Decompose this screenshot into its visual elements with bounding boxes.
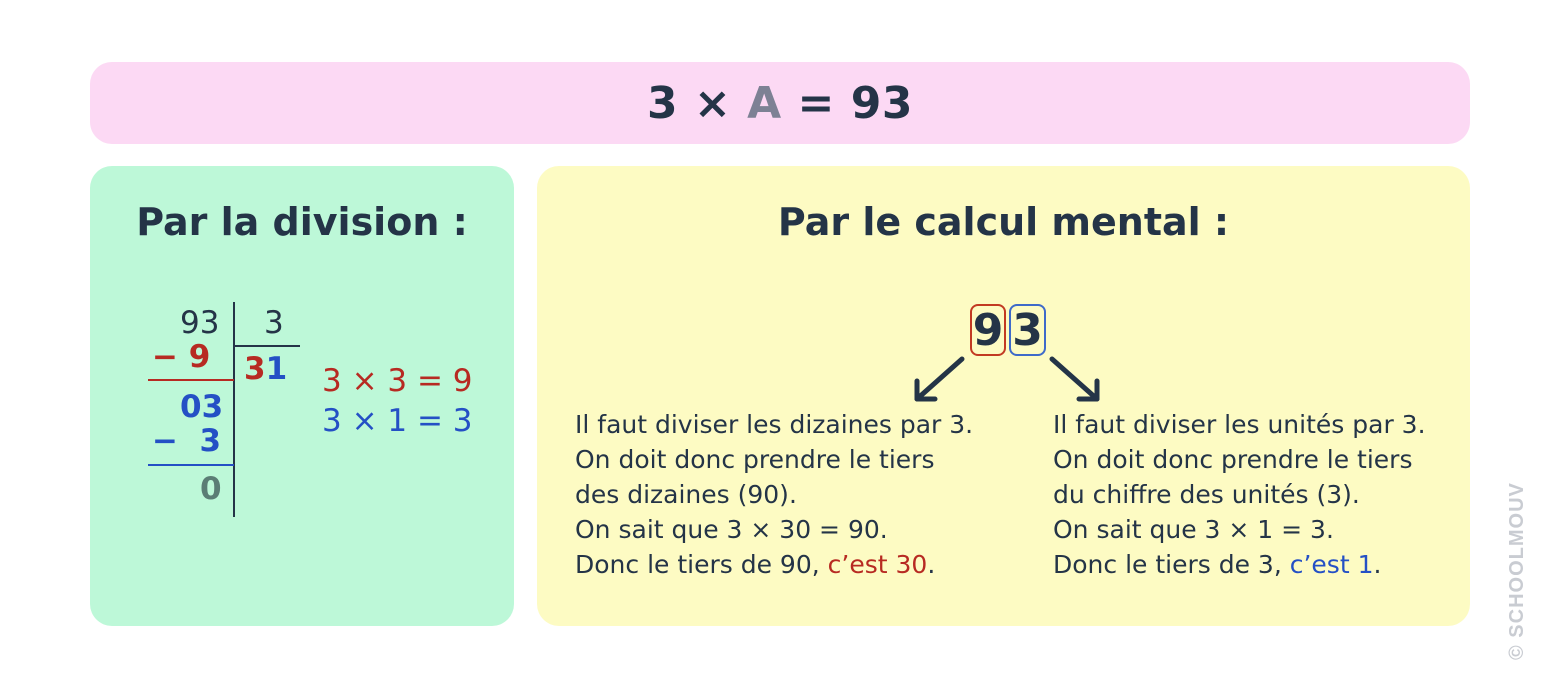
quotient-units: 1 — [265, 351, 288, 387]
watermark-text: © SCHOOLMOUV — [1506, 482, 1528, 660]
tens-line-5-end: . — [927, 550, 936, 579]
check-units: 3 × 1 = 3 — [322, 403, 473, 439]
arrow-right-icon — [1052, 359, 1097, 399]
digit-tens: 9 — [972, 304, 1004, 356]
equation — [647, 78, 913, 129]
dividend: 93 — [180, 305, 220, 341]
quotient-tens: 3 — [244, 351, 266, 387]
tens-result: c’est 30 — [827, 550, 928, 579]
tens-line-5-start: Donc le tiers de 90, — [575, 550, 828, 579]
digit-units: 3 — [1012, 304, 1043, 356]
units-line-5-start: Donc le tiers de 3, — [1053, 550, 1290, 579]
remainder-final: 0 — [200, 471, 222, 507]
divisor: 3 — [264, 305, 284, 341]
digit-tens-box — [970, 304, 1006, 356]
subtraction-line-1 — [148, 379, 234, 381]
tens-line-5 — [575, 547, 973, 582]
division-title: Par la division : — [136, 200, 468, 244]
schoolmouv-watermark — [1485, 455, 1545, 665]
tens-line-2: On doit donc prendre le tiers — [575, 445, 935, 474]
units-line-2: On doit donc prendre le tiers — [1053, 445, 1413, 474]
split-arrows — [897, 351, 1117, 411]
tens-line-4: On sait que 3 × 30 = 90. — [575, 515, 888, 544]
divisor-underline — [233, 345, 300, 347]
units-line-5-end: . — [1373, 550, 1382, 579]
quotient — [244, 351, 288, 387]
units-line-1: Il faut diviser les unités par 3. — [1053, 410, 1426, 439]
units-line-5 — [1053, 547, 1426, 582]
digit-units-box — [1009, 304, 1046, 356]
units-line-4: On sait que 3 × 1 = 3. — [1053, 515, 1334, 544]
division-vertical-line — [233, 302, 235, 517]
remainder-1: 03 — [180, 389, 224, 425]
equation-unknown: A — [747, 77, 782, 129]
mental-card — [537, 166, 1470, 626]
equation-banner — [90, 62, 1470, 144]
check-tens: 3 × 3 = 9 — [322, 363, 473, 399]
subtraction-line-2 — [148, 464, 234, 466]
tens-line-3: des dizaines (90). — [575, 480, 797, 509]
equation-right: = 93 — [781, 77, 913, 129]
subtraction-1: − 9 — [152, 339, 211, 375]
equation-left: 3 × — [647, 77, 748, 129]
tens-line-1: Il faut diviser les dizaines par 3. — [575, 410, 974, 439]
arrow-left-icon — [917, 359, 962, 399]
units-result: c’est 1 — [1289, 550, 1374, 579]
units-line-3: du chiffre des unités (3). — [1053, 480, 1360, 509]
tens-explanation — [575, 407, 973, 582]
mental-title: Par le calcul mental : — [777, 200, 1230, 244]
subtraction-2: − 3 — [152, 423, 222, 459]
units-explanation — [1053, 407, 1426, 582]
division-card — [90, 166, 514, 626]
